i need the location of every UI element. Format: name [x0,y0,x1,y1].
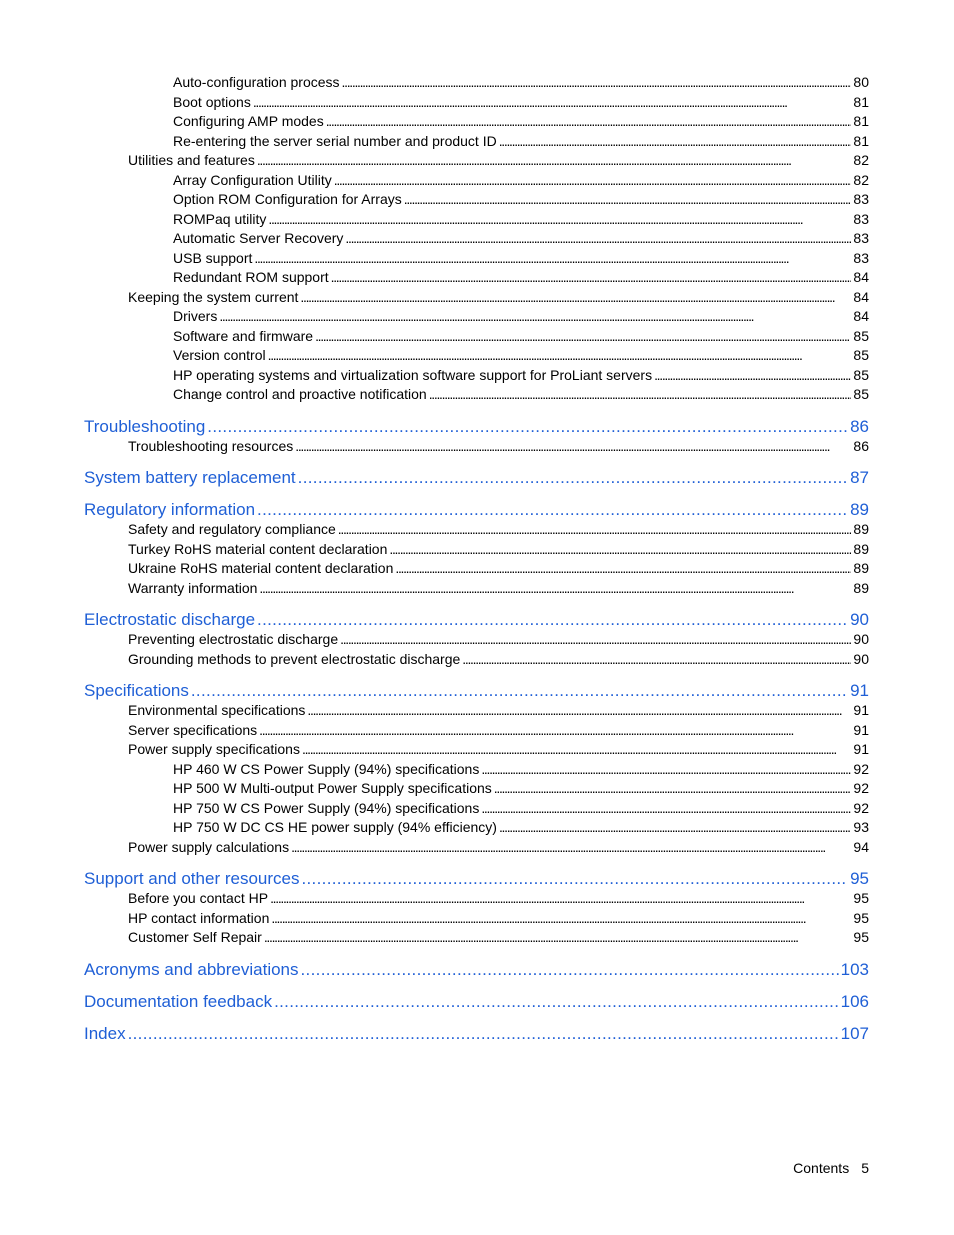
toc-entry-link[interactable] [0,327,869,347]
toc-entry-link[interactable] [0,288,869,308]
toc-entry-link[interactable] [0,760,869,780]
toc-entry-title: System battery replacement [84,468,296,487]
toc-entry-link[interactable] [0,366,869,386]
toc-entry-page-number: 83 [853,249,869,266]
toc-entry-page-number: 85 [853,327,869,344]
toc-entry-page-number: 84 [853,308,869,324]
toc-entry-title: Regulatory information [84,500,256,519]
dot-leader [301,868,848,889]
toc-entry-page-number: 89 [853,560,869,576]
toc-entry-page-number: 91 [853,721,869,738]
toc-entry-title: Power supply specifications [128,741,300,757]
toc-entry-link[interactable] [0,132,869,152]
toc-entry-link[interactable] [0,151,869,171]
toc-entry-title: Server specifications [128,721,258,738]
toc-chapter-link[interactable] [0,991,869,1012]
toc-entry-title: Redundant ROM support [173,269,329,285]
toc-entry-title: Customer Self Repair [128,929,262,945]
toc-entry-page-number: 106 [840,991,869,1011]
toc-entry-link[interactable] [0,210,869,230]
toc-entry-link[interactable] [0,73,869,93]
toc-entry-title: Array Configuration Utility [173,171,332,188]
dot-leader [207,416,848,437]
toc-entry-page-number: 90 [853,650,869,667]
toc-entry-link[interactable] [0,307,869,327]
toc-entry-title: HP 750 W CS Power Supply (94%) specifications [173,799,480,816]
toc-entry-page-number: 83 [853,191,869,207]
toc-entry-page-number: 82 [853,152,869,168]
toc-entry-title: Preventing electrostatic discharge [128,631,339,647]
toc-entry-page-number: 95 [853,890,869,906]
toc-chapter-link[interactable] [0,416,869,437]
dot-leader [219,307,851,327]
toc-entry-link[interactable] [0,630,869,650]
toc-entry-page-number: 80 [853,74,869,90]
dot-leader [259,721,851,741]
dot-leader [274,991,839,1012]
dot-leader [300,288,851,308]
toc-entry-link[interactable] [0,268,869,288]
toc-entry-link[interactable] [0,249,869,269]
dot-leader [253,93,852,113]
toc-entry-link[interactable] [0,520,869,540]
toc-entry-title: USB support [173,249,253,266]
toc-entry-page-number: 86 [853,437,869,454]
dot-leader [429,385,852,405]
toc-entry-link[interactable] [0,928,869,948]
toc-entry-link[interactable] [0,171,869,191]
toc-entry-page-number: 91 [853,741,869,757]
toc-chapter-link[interactable] [0,1023,869,1044]
dot-leader [302,740,851,760]
toc-entry-title: Acronyms and abbreviations [84,959,299,979]
toc-entry-title: Safety and regulatory compliance [128,521,336,537]
dot-leader [326,112,852,132]
toc-entry-page-number: 85 [853,366,869,383]
toc-entry-title: HP 500 W Multi-output Power Supply specifications [173,780,492,796]
toc-entry-page-number: 92 [853,799,869,816]
toc-entry-page-number: 86 [850,416,869,436]
toc-entry-link[interactable] [0,701,869,721]
toc-entry-title: Ukraine RoHS material content declaration [128,560,394,576]
toc-entry-title: Documentation feedback [84,991,273,1011]
toc-entry-page-number: 92 [853,760,869,777]
dot-leader [254,249,851,269]
toc-entry-page-number: 89 [853,540,869,557]
toc-entry-page-number: 81 [853,132,869,149]
dot-leader [257,609,848,630]
dot-leader [340,630,851,650]
toc-entry-page-number: 103 [840,959,869,979]
toc-entry-page-number: 83 [853,210,869,227]
toc-entry-title: Re-entering the server serial number and product ID [173,132,497,149]
toc-entry-link[interactable] [0,579,869,599]
toc-entry-title: Grounding methods to prevent electrostatic discharge [128,650,461,667]
toc-chapter-link[interactable] [0,499,869,520]
dot-leader [268,210,851,230]
toc-entry-title: Troubleshooting [84,416,206,436]
toc-entry-title: Electrostatic discharge [84,610,256,629]
toc-entry-page-number: 95 [850,869,869,888]
dot-leader [395,559,851,579]
toc-entry-page-number: 87 [850,468,869,487]
toc-entry-title: Keeping the system current [128,288,299,305]
dot-leader [499,132,852,152]
toc-entry-page-number: 90 [850,610,869,629]
toc-entry-title: Environmental specifications [128,702,306,718]
toc-entry-link[interactable] [0,93,869,113]
dot-leader [301,959,839,980]
toc-entry-link[interactable] [0,190,869,210]
dot-leader [191,680,848,701]
toc-entry-page-number: 85 [853,386,869,402]
toc-chapter-link[interactable] [0,868,869,889]
toc-entry-title: Automatic Server Recovery [173,230,344,246]
toc-entry-page-number: 91 [850,681,869,700]
footer-label: Contents [793,1160,850,1176]
dot-leader [494,779,852,799]
dot-leader [334,171,852,191]
toc-entry-page-number: 92 [853,780,869,796]
dot-leader [345,229,851,249]
dot-leader [264,928,852,948]
page-footer [0,1158,869,1178]
toc-entry-title: ROMPaq utility [173,210,267,227]
toc-entry-title: HP 750 W DC CS HE power supply (94% efficiency) [173,819,497,835]
dot-leader [257,499,848,520]
dot-leader [268,346,852,366]
toc-entry-link[interactable] [0,540,869,560]
toc-entry-link[interactable] [0,799,869,819]
toc-entry-page-number: 94 [853,838,869,855]
dot-leader [499,818,851,838]
dot-leader [271,909,851,929]
toc-entry-title: Auto-configuration process [173,74,340,90]
toc-chapter-link[interactable] [0,609,869,630]
toc-entry-title: Boot options [173,93,251,110]
toc-entry-page-number: 82 [853,171,869,188]
toc-chapter-link[interactable] [0,959,869,980]
toc-entry-page-number: 84 [853,288,869,305]
toc-entry-title: Power supply calculations [128,838,290,855]
toc-entry-title: Utilities and features [128,152,255,168]
toc-entry-page-number: 89 [850,500,869,519]
toc-entry-page-number: 90 [853,631,869,647]
toc-entry-page-number: 83 [853,230,869,246]
dot-leader [404,190,852,210]
toc-entry-page-number: 95 [853,929,869,945]
toc-entry-title: Option ROM Configuration for Arrays [173,191,402,207]
toc-entry-link[interactable] [0,559,869,579]
toc-entry-link[interactable] [0,385,869,405]
dot-leader [128,1023,839,1044]
footer-page-number: 5 [861,1160,869,1176]
toc-entry-title: HP operating systems and virtualization software support for ProLiant servers [173,366,653,383]
toc-entry-title: HP 460 W CS Power Supply (94%) specifications [173,760,480,777]
dot-leader [259,579,851,599]
toc-entry-page-number: 107 [840,1023,869,1043]
toc-entry-title: Specifications [84,681,189,700]
toc-entry-link[interactable] [0,229,869,249]
toc-entry-page-number: 89 [853,521,869,537]
toc-entry-title: Before you contact HP [128,890,269,906]
toc-entry-link[interactable] [0,909,869,929]
toc-entry-link[interactable] [0,740,869,760]
dot-leader [654,366,851,386]
toc-entry-link[interactable] [0,889,869,909]
toc-entry-title: HP contact information [128,909,270,926]
toc-entry-link[interactable] [0,437,869,457]
toc-entry-title: Turkey RoHS material content declaration [128,540,388,557]
toc-entry-link[interactable] [0,721,869,741]
toc-entry-title: Configuring AMP modes [173,113,324,129]
dot-leader [331,268,852,288]
table-of-contents [0,73,954,1044]
toc-entry-link[interactable] [0,838,869,858]
toc-entry-link[interactable] [0,650,869,670]
dot-leader [291,838,851,858]
toc-entry-link[interactable] [0,779,869,799]
dot-leader [462,650,851,670]
dot-leader [481,799,851,819]
dot-leader [481,760,851,780]
toc-entry-title: Version control [173,347,266,363]
toc-entry-page-number: 85 [853,347,869,363]
dot-leader [389,540,851,560]
dot-leader [338,520,852,540]
dot-leader [298,467,848,488]
dot-leader [270,889,851,909]
dot-leader [342,73,852,93]
toc-entry-page-number: 84 [853,269,869,285]
toc-entry-page-number: 95 [853,909,869,926]
toc-entry-title: Index [84,1023,126,1043]
toc-entry-page-number: 91 [853,702,869,718]
dot-leader [315,327,851,347]
toc-entry-page-number: 93 [853,819,869,835]
toc-entry-page-number: 81 [853,113,869,129]
toc-entry-title: Drivers [173,308,218,324]
dot-leader [307,701,851,721]
toc-entry-link[interactable] [0,818,869,838]
toc-entry-title: Support and other resources [84,869,300,888]
toc-entry-title: Troubleshooting resources [128,437,294,454]
toc-entry-link[interactable] [0,112,869,132]
toc-entry-title: Change control and proactive notification [173,386,427,402]
toc-entry-link[interactable] [0,346,869,366]
toc-entry-page-number: 89 [853,579,869,596]
toc-entry-title: Software and firmware [173,327,314,344]
toc-entry-page-number: 81 [853,93,869,110]
toc-chapter-link[interactable] [0,680,869,701]
toc-chapter-link[interactable] [0,467,869,488]
toc-entry-title: Warranty information [128,579,258,596]
dot-leader [295,437,851,457]
dot-leader [257,151,852,171]
